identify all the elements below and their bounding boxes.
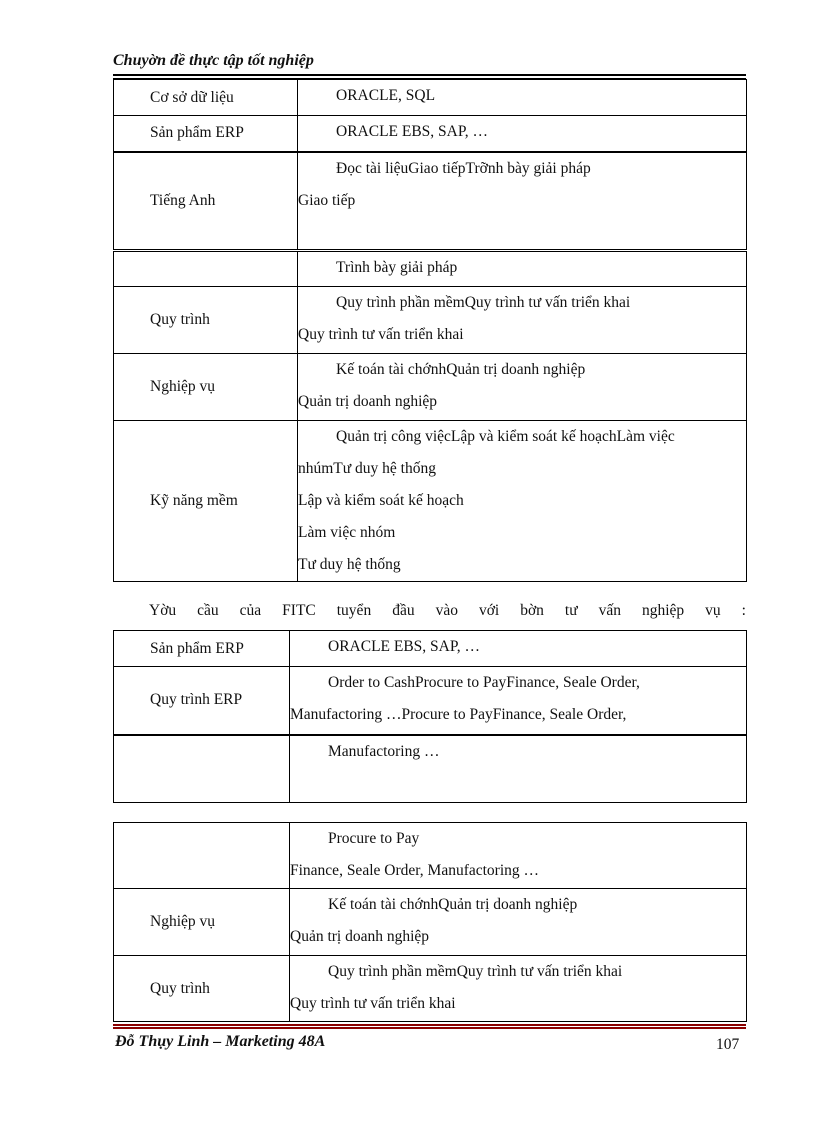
table-row xyxy=(114,287,747,354)
content-line: Quy trình phần mềmQuy trình tư vấn triển khai xyxy=(328,963,623,980)
row-label: Quy trình ERP xyxy=(114,667,290,735)
row-content xyxy=(290,956,747,1022)
row-label xyxy=(114,252,298,287)
row-content xyxy=(298,80,747,116)
content-line: Quản trị công việcLập và kiểm soát kế hoạchLàm việc xyxy=(336,428,675,445)
table-row xyxy=(114,889,747,956)
skills-table-1 xyxy=(113,79,747,250)
requirements-table-2 xyxy=(113,822,747,1022)
content-line: Manufactoring …Procure to PayFinance, Seale Order, xyxy=(290,706,627,723)
row-label: Sản phẩm ERP xyxy=(114,116,298,152)
content-line: Procure to Pay xyxy=(328,830,420,847)
row-label xyxy=(114,823,290,889)
header-rule xyxy=(113,74,746,76)
content-line: ORACLE EBS, SAP, … xyxy=(336,123,489,140)
page-number: 107 xyxy=(716,1036,740,1053)
content-line: Đọc tài liệuGiao tiếpTrỡnh bày giải pháp xyxy=(336,159,591,177)
content-line: Làm việc nhóm xyxy=(298,524,396,541)
content-line: ORACLE, SQL xyxy=(336,87,436,104)
content-line: Lập và kiểm soát kế hoạch xyxy=(298,492,464,509)
row-content xyxy=(290,631,747,667)
row-content xyxy=(298,287,747,354)
row-content xyxy=(298,152,747,250)
row-content xyxy=(298,421,747,582)
table-row xyxy=(114,956,747,1022)
content-line: Giao tiếp xyxy=(298,191,356,209)
row-content xyxy=(298,116,747,152)
table-row xyxy=(114,823,747,889)
row-label: Nghiệp vụ xyxy=(114,354,298,421)
row-content xyxy=(290,735,747,803)
row-label xyxy=(114,735,290,803)
page-header-title: Chuyờn đề thực tập tốt nghiệp xyxy=(113,52,314,69)
row-content xyxy=(290,823,747,889)
requirement-paragraph xyxy=(113,600,746,622)
content-line: Quản trị doanh nghiệp xyxy=(290,928,430,945)
content-line: Manufactoring … xyxy=(328,742,440,760)
table-row xyxy=(114,152,747,250)
content-line: Kế toán tài chớnhQuản trị doanh nghiệp xyxy=(328,896,578,913)
content-line: Quy trình phần mềmQuy trình tư vấn triển khai xyxy=(336,294,631,311)
content-line: Quy trình tư vấn triển khai xyxy=(298,326,464,343)
content-line: nhúmTư duy hệ thống xyxy=(298,460,436,477)
skills-table-2 xyxy=(113,251,747,582)
content-line: ORACLE EBS, SAP, … xyxy=(328,638,481,655)
table-row xyxy=(114,421,747,582)
table-row xyxy=(114,252,747,287)
content-line: Finance, Seale Order, Manufactoring … xyxy=(290,862,540,879)
row-content xyxy=(290,889,747,956)
row-label: Cơ sở dữ liệu xyxy=(114,80,298,116)
table-row xyxy=(114,80,747,116)
row-label: Quy trình xyxy=(114,287,298,354)
row-label: Sản phẩm ERP xyxy=(114,631,290,667)
footer-author: Đỗ Thụy Linh – Marketing 48A xyxy=(115,1033,326,1050)
requirement-text: Yờu cầu của FITC tuyển đầu vào với bờn tư vấn nghiệp vụ : xyxy=(149,602,746,619)
table-row xyxy=(114,631,747,667)
row-content xyxy=(298,354,747,421)
content-line: Kế toán tài chớnhQuản trị doanh nghiệp xyxy=(336,361,586,378)
row-label: Nghiệp vụ xyxy=(114,889,290,956)
footer-rule-thin xyxy=(113,1027,746,1029)
content-line: Quản trị doanh nghiệp xyxy=(298,393,438,410)
table-row xyxy=(114,354,747,421)
table-row xyxy=(114,735,747,803)
table-row xyxy=(114,667,747,735)
table-row xyxy=(114,116,747,152)
requirements-table-1 xyxy=(113,630,747,803)
row-label: Quy trình xyxy=(114,956,290,1022)
content-line: Tư duy hệ thống xyxy=(298,556,401,573)
footer-rule xyxy=(113,1024,746,1026)
row-label: Tiếng Anh xyxy=(114,152,298,250)
row-label: Kỹ năng mềm xyxy=(114,421,298,582)
row-content xyxy=(298,252,747,287)
row-content xyxy=(290,667,747,735)
content-line: Order to CashProcure to PayFinance, Seale Order, xyxy=(328,674,640,691)
content-line: Quy trình tư vấn triển khai xyxy=(290,995,456,1012)
content-line: Trình bày giải pháp xyxy=(336,259,458,276)
